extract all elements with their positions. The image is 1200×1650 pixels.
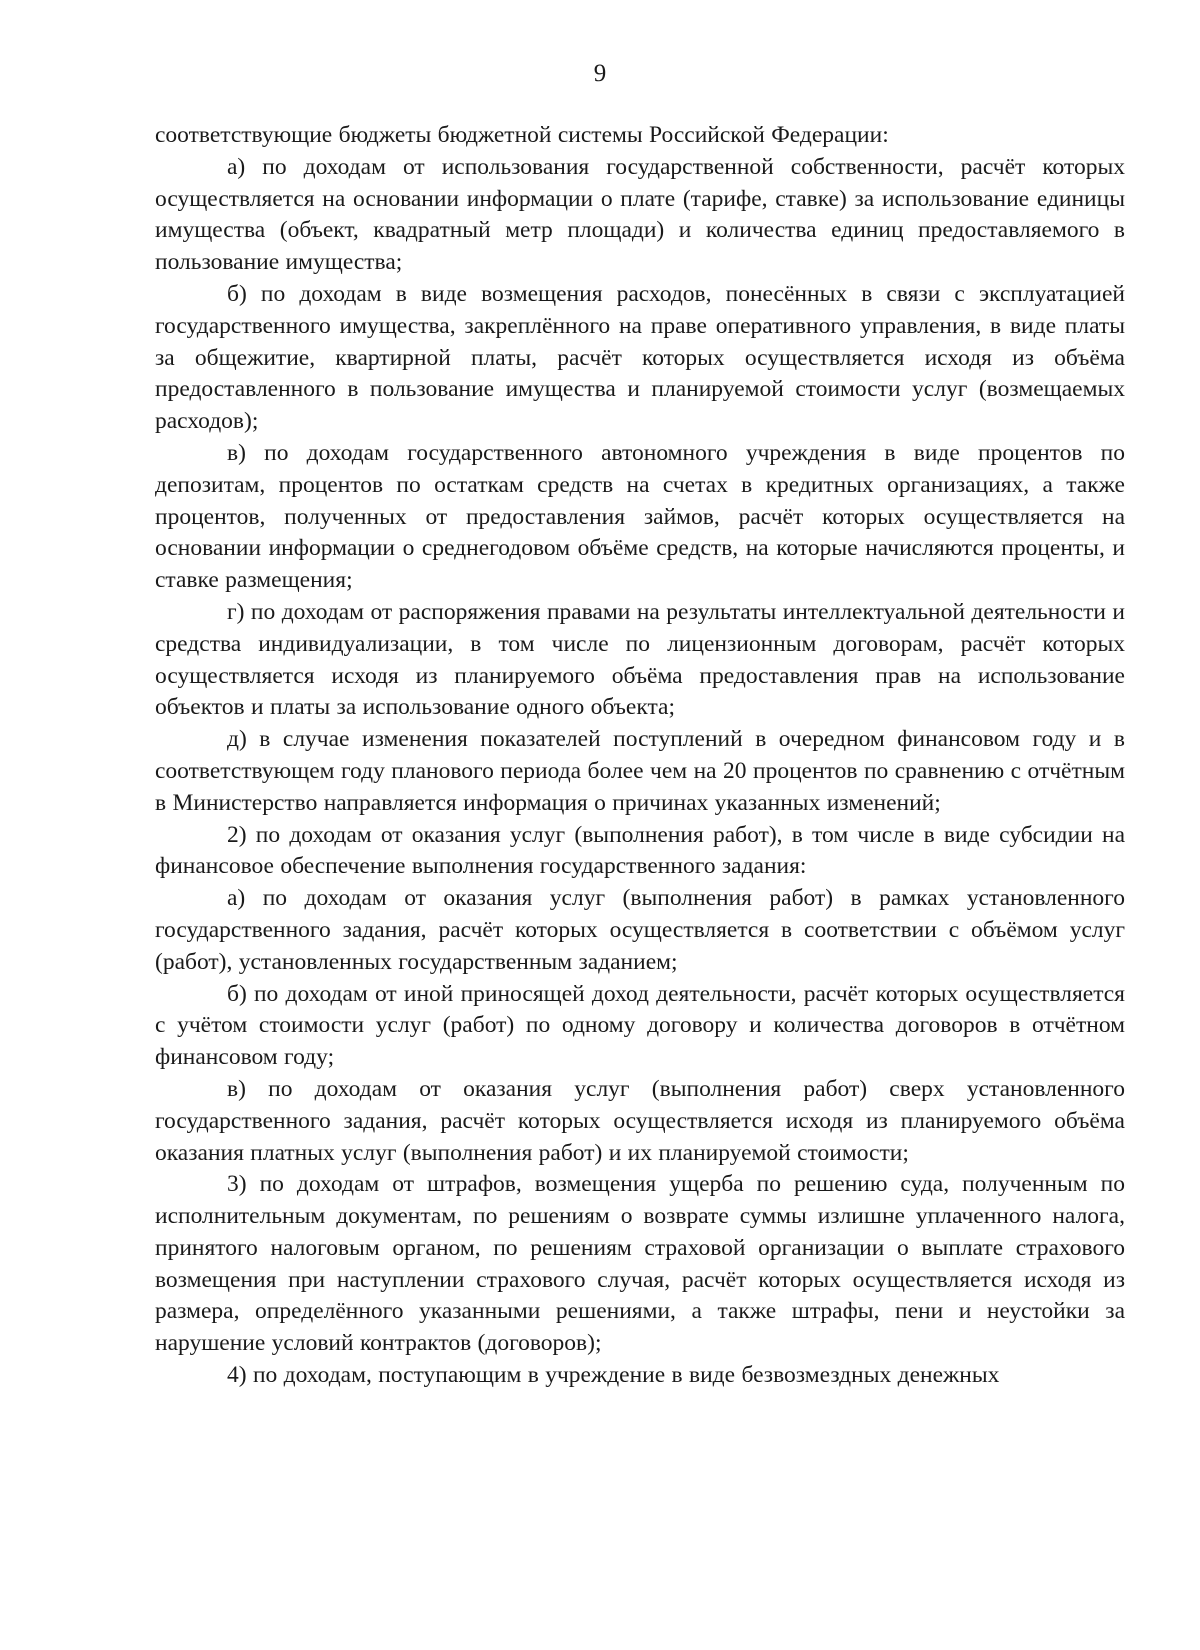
paragraph: соответствующие бюджеты бюджетной системы Российской Федерации: <box>155 122 889 148</box>
paragraph: а) по доходам от использования государственной собственности, расчёт которых осуществляется на основании информации о плате (тарифе, ставке) за использование единицы имущества (объект, квадратный метр площади) и количества единиц предоставляемого в пользование имущества; <box>155 153 1125 276</box>
document-body <box>155 120 1125 1392</box>
paragraph: 3) по доходам от штрафов, возмещения ущерба по решению суда, полученным по исполнительным документам, по решениям о возврате суммы излишне уплаченного налога, принятого налоговым органом, по решениям страховой организации о выплате страхового возмещения при наступлении страхового случая, расчёт которых осуществляется исходя из размера, определённого указанными решениями, а также штрафы, пени и неустойки за нарушение условий контрактов (договоров); <box>155 1171 1125 1357</box>
paragraph: а) по доходам от оказания услуг (выполнения работ) в рамках установленного государственного задания, расчёт которых осуществляется в соответствии с объёмом услуг (работ), установленных государственным заданием; <box>155 885 1125 975</box>
paragraph: б) по доходам в виде возмещения расходов, понесённых в связи с эксплуатацией государственного имущества, закреплённого на праве оперативного управления, в виде платы за общежитие, квартирной платы, расчёт которых осуществляется исходя из объёма предоставленного в пользование имущества и планируемой стоимости услуг (возмещаемых расходов); <box>155 280 1125 435</box>
paragraph: в) по доходам от оказания услуг (выполнения работ) сверх установленного государственного задания, расчёт которых осуществляется исходя из планируемого объёма оказания платных услуг (выполнения работ) и их планируемой стоимости; <box>155 1075 1125 1166</box>
page-number: 9 <box>593 60 607 87</box>
paragraph: б) по доходам от иной приносящей доход деятельности, расчёт которых осуществляется с учётом стоимости услуг (работ) по одному договору и количества договоров в отчётном финансовом году; <box>155 980 1125 1071</box>
paragraph: 4) по доходам, поступающим в учреждение в виде безвозмездных денежных <box>227 1362 1000 1389</box>
paragraph: д) в случае изменения показателей поступлений в очередном финансовом году и в соответствующем году планового периода более чем на 20 процентов по сравнению с отчётным в Министерство направляется информация о причинах указанных изменений; <box>155 726 1125 816</box>
paragraph: г) по доходам от распоряжения правами на результаты интеллектуальной деятельности и средства индивидуализации, в том числе по лицензионным договорам, расчёт которых осуществляется исходя из планируемого объёма предоставления прав на использование объектов и платы за использование одного объекта; <box>155 598 1125 721</box>
paragraph: 2) по доходам от оказания услуг (выполнения работ), в том числе в виде субсидии на финансовое обеспечение выполнения государственного задания: <box>155 821 1125 880</box>
paragraph: в) по доходам государственного автономного учреждения в виде процентов по депозитам, процентов по остаткам средств на счетах в кредитных организациях, а также процентов, полученных от предоставления займов, расчёт которых осуществляется на основании информации о среднегодовом объёме средств, на которые начисляются проценты, и ставке размещения; <box>155 439 1125 594</box>
